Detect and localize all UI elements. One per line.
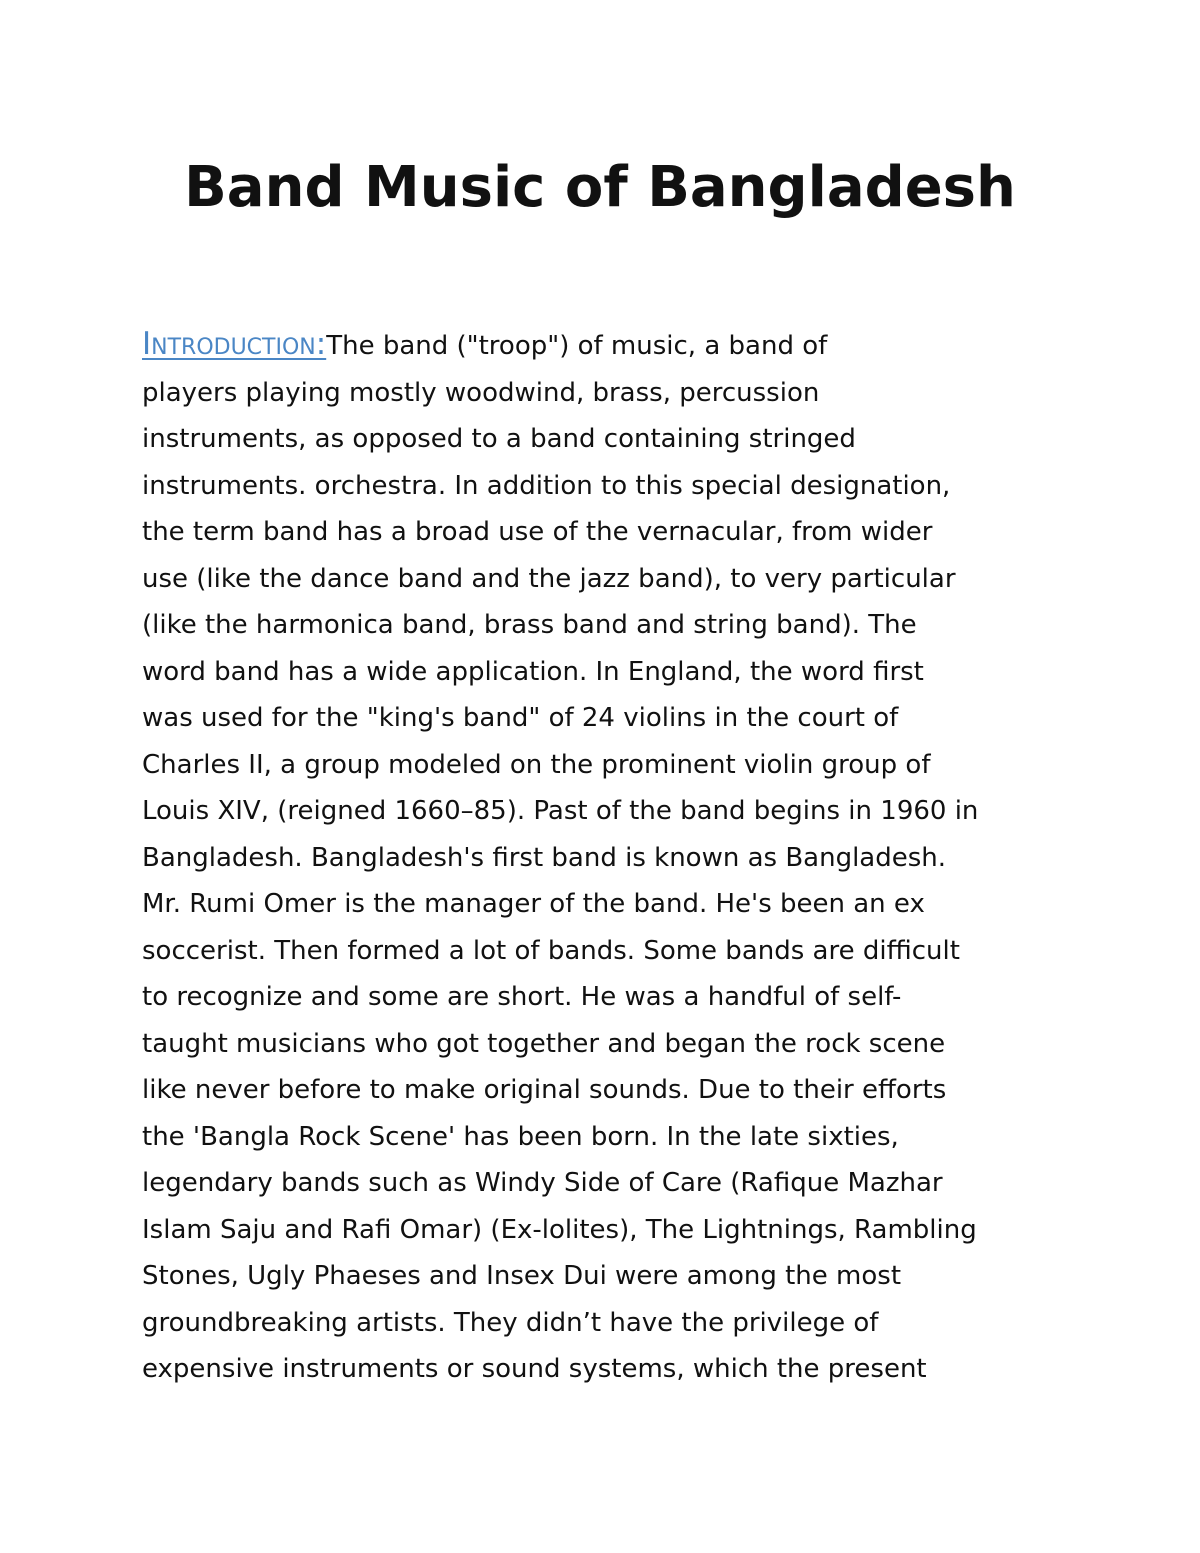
paragraph-line-22: groundbreaking artists. They didn’t have the privilege of <box>142 1307 879 1338</box>
paragraph-line-21: Stones, Ugly Phaeses and Insex Dui were among the most <box>142 1261 902 1291</box>
paragraph-line-13: Mr. Rumi Omer is the manager of the band. He's been an ex <box>142 889 925 919</box>
paragraph-line-16: taught musicians who got together and began the rock scene <box>142 1028 946 1059</box>
paragraph-line-20: Islam Saju and Rafi Omar) (Ex-lolites), The Lightnings, Rambling <box>142 1214 977 1245</box>
paragraph-line-7: (like the harmonica band, brass band and string band). The <box>142 610 917 640</box>
paragraph-line-15: to recognize and some are short. He was a handful of self- <box>142 982 902 1012</box>
paragraph-line-12: Bangladesh. Bangladesh's first band is known as Bangladesh. <box>142 842 947 873</box>
paragraph-line-8: word band has a wide application. In England, the word first <box>142 656 924 687</box>
paragraph-line-17: like never before to make original sounds. Due to their efforts <box>142 1075 947 1105</box>
introduction-paragraph <box>142 321 1062 1393</box>
paragraph-line-1 <box>142 321 1062 370</box>
document-title: Band Music of Bangladesh <box>184 155 1016 220</box>
paragraph-line-5: the term band has a broad use of the vernacular, from wider <box>142 517 933 547</box>
paragraph-line-2: players playing mostly woodwind, brass, percussion <box>142 377 820 408</box>
paragraph-line-3: instruments, as opposed to a band containing stringed <box>142 424 856 454</box>
paragraph-line-text: The band ("troop") of music, a band of <box>326 331 828 361</box>
paragraph-line-11: Louis XIV, (reigned 1660–85). Past of the band begins in 1960 in <box>142 796 979 826</box>
paragraph-line-18: the 'Bangla Rock Scene' has been born. In the late sixties, <box>142 1121 899 1152</box>
introduction-heading: Introduction: <box>142 326 327 362</box>
paragraph-line-14: soccerist. Then formed a lot of bands. Some bands are difficult <box>142 935 960 966</box>
paragraph-line-6: use (like the dance band and the jazz band), to very particular <box>142 563 956 594</box>
paragraph-line-23: expensive instruments or sound systems, which the present <box>142 1354 927 1384</box>
paragraph-line-10: Charles II, a group modeled on the prominent violin group of <box>142 749 931 780</box>
paragraph-line-9: was used for the "king's band" of 24 violins in the court of <box>142 703 899 733</box>
paragraph-line-19: legendary bands such as Windy Side of Care (Rafique Mazhar <box>142 1168 943 1198</box>
paragraph-line-4: instruments. orchestra. In addition to this special designation, <box>142 470 951 501</box>
